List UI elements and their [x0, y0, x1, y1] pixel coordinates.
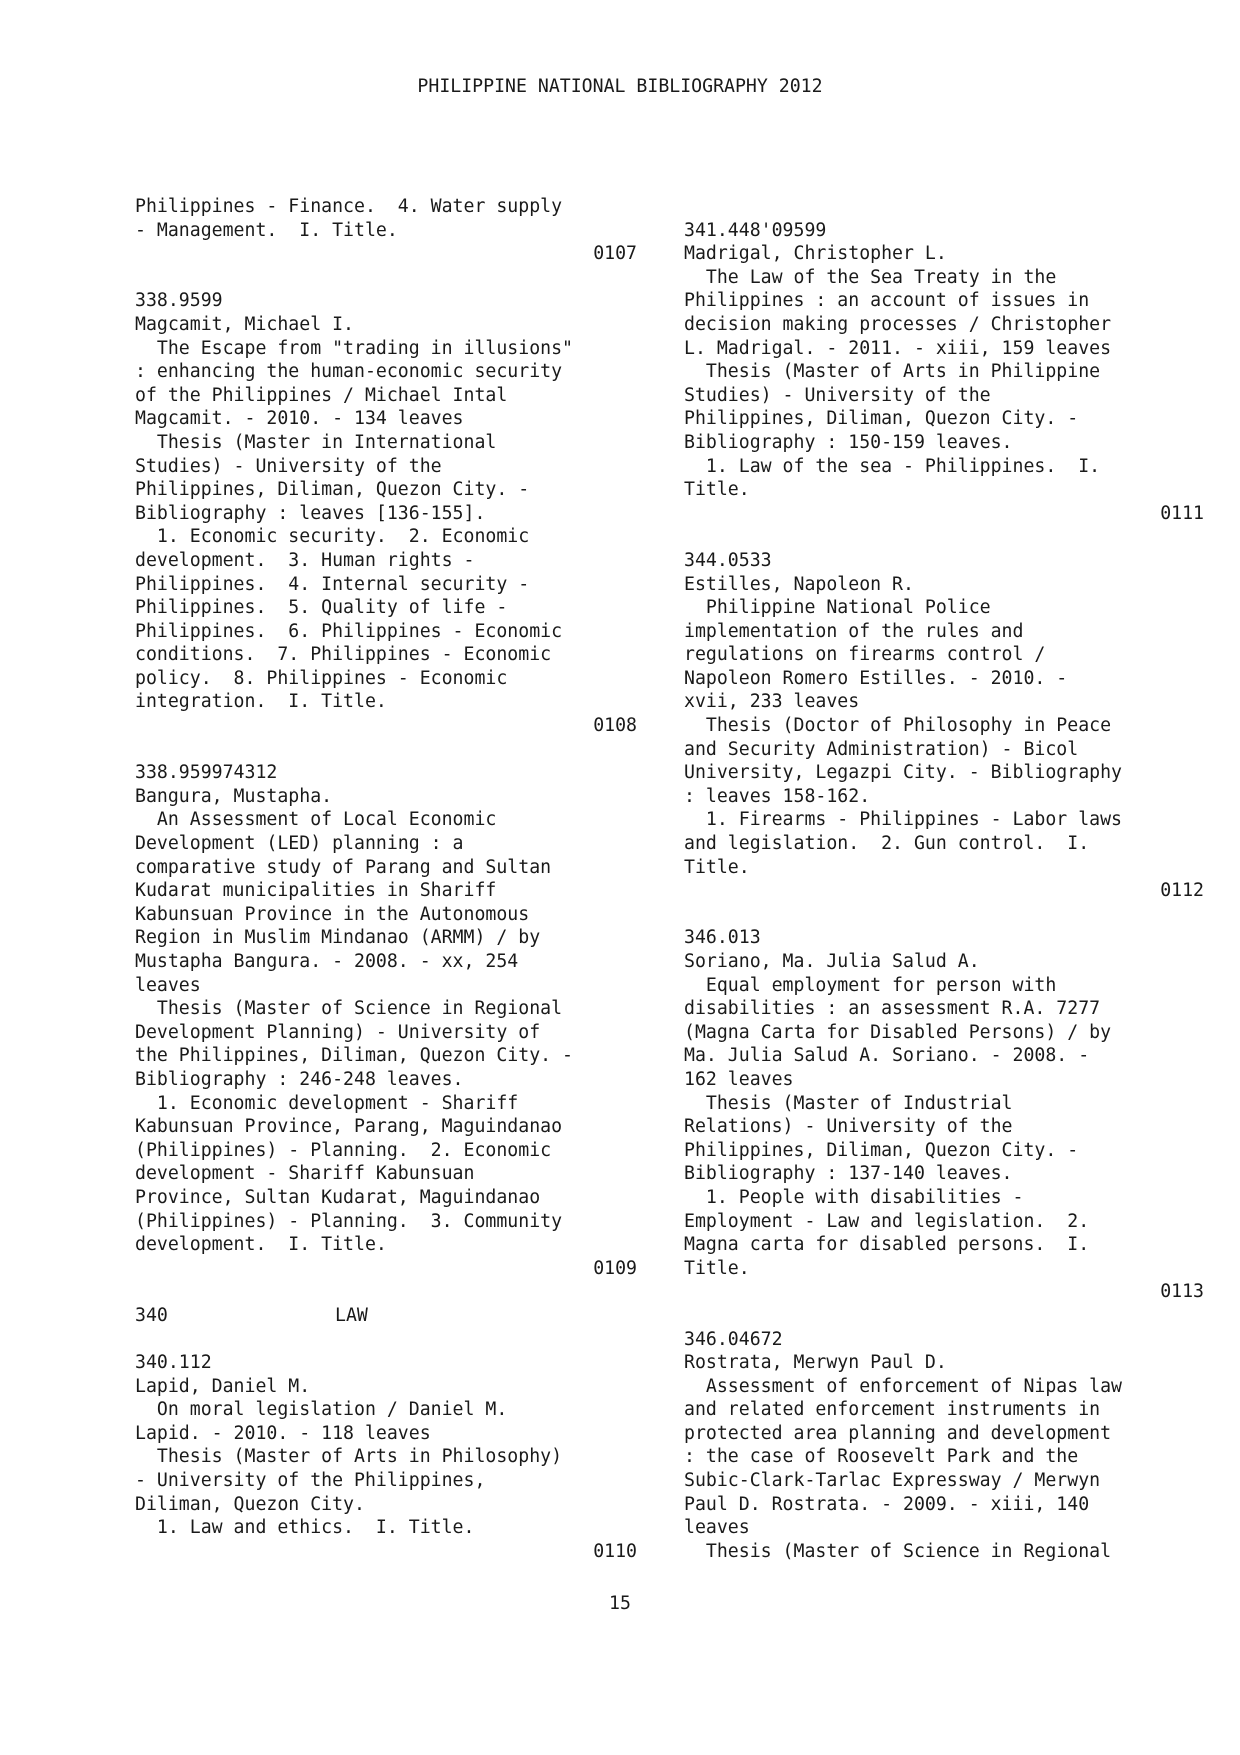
control-number: 0109: [593, 1257, 637, 1279]
entry-line: and legislation. 2. Gun control. I.: [684, 833, 1090, 855]
bib-entry-0112: [684, 549, 1204, 903]
entry-line: (Philippines) - Planning. 2. Economic: [135, 1139, 552, 1161]
entry-line: Relations) - University of the: [684, 1116, 1013, 1138]
entry-line: 1. Law of the sea - Philippines. I.: [684, 455, 1101, 477]
entry-line: Philippines : an account of issues in: [684, 290, 1090, 312]
continued-entry: [135, 195, 637, 266]
entry-line: Lapid. - 2010. - 118 leaves: [135, 1422, 431, 1444]
entry-line: and Security Administration) - Bicol: [684, 738, 1079, 760]
entry-line: 162 leaves: [684, 1068, 794, 1090]
entry-line: conditions. 7. Philippines - Economic: [135, 644, 552, 666]
section-label: LAW: [335, 1304, 368, 1326]
entry-line: University, Legazpi City. - Bibliography: [684, 762, 1122, 784]
left-column: [135, 195, 637, 1563]
entry-line: xvii, 233 leaves: [684, 691, 860, 713]
author: Estilles, Napoleon R.: [684, 573, 914, 595]
call-number: 338.9599: [135, 290, 223, 312]
entry-line: Bibliography : 246-248 leaves.: [135, 1068, 464, 1090]
bib-entry-0111: [684, 219, 1204, 526]
entry-line: : enhancing the human-economic security: [135, 361, 563, 383]
entry-line: L. Madrigal. - 2011. - xiii, 159 leaves: [684, 337, 1112, 359]
entry-line: Kabunsuan Province in the Autonomous: [135, 903, 530, 925]
entry-line: development. 3. Human rights -: [135, 549, 475, 571]
control-number: 0108: [593, 715, 637, 737]
call-number: 346.013: [684, 927, 761, 949]
author: Rostrata, Merwyn Paul D.: [684, 1352, 947, 1374]
page-header: PHILIPPINE NATIONAL BIBLIOGRAPHY 2012: [417, 76, 823, 97]
entry-line: Region in Muslim Mindanao (ARMM) / by: [135, 927, 541, 949]
entry-line: Magcamit. - 2010. - 134 leaves: [135, 408, 464, 430]
entry-line: and related enforcement instruments in: [684, 1399, 1101, 1421]
entry-line: Ma. Julia Salud A. Soriano. - 2008. -: [684, 1045, 1090, 1067]
entry-line: : the case of Roosevelt Park and the: [684, 1446, 1079, 1468]
entry-line: 1. Economic security. 2. Economic: [135, 526, 530, 548]
entry-line: policy. 8. Philippines - Economic: [135, 667, 508, 689]
author: Madrigal, Christopher L.: [684, 243, 947, 265]
bib-entry-0113: [684, 926, 1204, 1304]
call-number: 346.04672: [684, 1328, 783, 1350]
entry-line: Studies) - University of the: [135, 455, 442, 477]
entry-line: Assessment of enforcement of Nipas law: [684, 1375, 1122, 1397]
entry-line: implementation of the rules and: [684, 620, 1024, 642]
entry-line: the Philippines, Diliman, Quezon City. -: [135, 1045, 573, 1067]
entry-line: comparative study of Parang and Sultan: [135, 856, 552, 878]
entry-line: Thesis (Master of Science in Regional: [684, 1540, 1112, 1562]
section-code: 340: [135, 1304, 168, 1326]
entry-line: An Assessment of Local Economic: [135, 809, 497, 831]
entry-line: Philippines, Diliman, Quezon City. -: [135, 479, 530, 501]
entry-line: 1. Economic development - Shariff: [135, 1092, 519, 1114]
bib-entry-0109: [135, 761, 637, 1280]
entry-line: Subic-Clark-Tarlac Expressway / Merwyn: [684, 1470, 1101, 1492]
entry-line: Kudarat municipalities in Shariff: [135, 880, 497, 902]
right-column: [684, 195, 1204, 1563]
entry-line: Bibliography : leaves [136-155].: [135, 502, 486, 524]
entry-line: leaves: [684, 1517, 750, 1539]
entry-line: Province, Sultan Kudarat, Maguindanao: [135, 1186, 541, 1208]
control-number: 0113: [1160, 1281, 1204, 1303]
author: Soriano, Ma. Julia Salud A.: [684, 951, 980, 972]
entry-line: Studies) - University of the: [684, 384, 991, 406]
page-number: 15: [609, 1593, 631, 1614]
bib-entry-0108: [135, 289, 637, 737]
entry-line: protected area planning and development: [684, 1422, 1112, 1444]
entry-line: Title.: [684, 479, 750, 501]
bib-entry-0110: [135, 1351, 637, 1563]
call-number: 340.112: [135, 1352, 212, 1374]
control-number: 0107: [593, 243, 637, 265]
entry-line: - University of the Philippines,: [135, 1470, 486, 1492]
entry-line: Philippines, Diliman, Quezon City. -: [684, 408, 1079, 430]
bib-entry-continued: [684, 1328, 1204, 1564]
control-number: 0112: [1160, 880, 1204, 902]
call-number: 341.448'09599: [684, 219, 827, 241]
entry-line: 1. Firearms - Philippines - Labor laws: [684, 809, 1122, 831]
entry-line: Philippines. 6. Philippines - Economic: [135, 620, 563, 642]
entry-line: Paul D. Rostrata. - 2009. - xiii, 140: [684, 1493, 1090, 1515]
author: Lapid, Daniel M.: [135, 1375, 311, 1397]
entry-line: 1. People with disabilities -: [684, 1186, 1024, 1208]
call-number: 344.0533: [684, 549, 772, 571]
entry-line: Development (LED) planning : a: [135, 833, 464, 855]
entry-line: Philippine National Police: [684, 597, 991, 619]
entry-line: Thesis (Master of Science in Regional: [135, 998, 563, 1020]
entry-line: development. I. Title.: [135, 1234, 387, 1256]
entry-line: Bibliography : 137-140 leaves.: [684, 1163, 1013, 1185]
entry-line: Thesis (Master of Arts in Philosophy): [135, 1446, 563, 1468]
entry-line: Thesis (Master of Arts in Philippine: [684, 361, 1101, 383]
entry-line: The Escape from "trading in illusions": [135, 337, 573, 359]
entry-line: Bibliography : 150-159 leaves.: [684, 431, 1013, 453]
entry-line: Philippines, Diliman, Quezon City. -: [684, 1139, 1079, 1161]
entry-line: Employment - Law and legislation. 2.: [684, 1210, 1090, 1232]
entry-line: - Management. I. Title.: [135, 219, 398, 241]
entry-line: leaves: [135, 974, 201, 996]
entry-line: regulations on firearms control /: [684, 644, 1046, 666]
entry-line: Magna carta for disabled persons. I.: [684, 1234, 1090, 1256]
entry-line: The Law of the Sea Treaty in the: [684, 266, 1057, 288]
entry-line: Philippines. 4. Internal security -: [135, 573, 530, 595]
call-number: 338.959974312: [135, 762, 278, 784]
entry-line: Equal employment for person with: [684, 974, 1057, 996]
entry-line: Thesis (Master in International: [135, 431, 497, 453]
entry-line: (Philippines) - Planning. 3. Community: [135, 1210, 563, 1232]
entry-line: : leaves 158-162.: [684, 785, 871, 807]
control-number: 0111: [1160, 502, 1204, 524]
entry-line: Philippines - Finance. 4. Water supply: [135, 196, 563, 217]
entry-line: Mustapha Bangura. - 2008. - xx, 254: [135, 951, 519, 972]
entry-line: (Magna Carta for Disabled Persons) / by: [684, 1021, 1112, 1043]
entry-line: Thesis (Doctor of Philosophy in Peace: [684, 715, 1112, 737]
entry-line: of the Philippines / Michael Intal: [135, 384, 508, 406]
entry-line: Napoleon Romero Estilles. - 2010. -: [684, 667, 1068, 689]
entry-line: Diliman, Quezon City.: [135, 1493, 365, 1515]
entry-line: Development Planning) - University of: [135, 1021, 541, 1043]
entry-line: 1. Law and ethics. I. Title.: [135, 1517, 475, 1539]
entry-line: Title.: [684, 856, 750, 878]
entry-line: Philippines. 5. Quality of life -: [135, 597, 508, 619]
entry-line: decision making processes / Christopher: [684, 313, 1112, 335]
control-number: 0110: [593, 1540, 637, 1562]
author: Bangura, Mustapha.: [135, 785, 333, 807]
author: Magcamit, Michael I.: [135, 313, 354, 335]
entry-line: integration. I. Title.: [135, 691, 387, 713]
entry-line: Title.: [684, 1257, 750, 1279]
entry-line: disabilities : an assessment R.A. 7277: [684, 998, 1101, 1020]
entry-line: development - Shariff Kabunsuan: [135, 1163, 475, 1185]
entry-line: Thesis (Master of Industrial: [684, 1092, 1013, 1114]
entry-line: On moral legislation / Daniel M.: [135, 1399, 508, 1421]
section-heading: [135, 1304, 637, 1328]
entry-line: Kabunsuan Province, Parang, Maguindanao: [135, 1116, 563, 1138]
